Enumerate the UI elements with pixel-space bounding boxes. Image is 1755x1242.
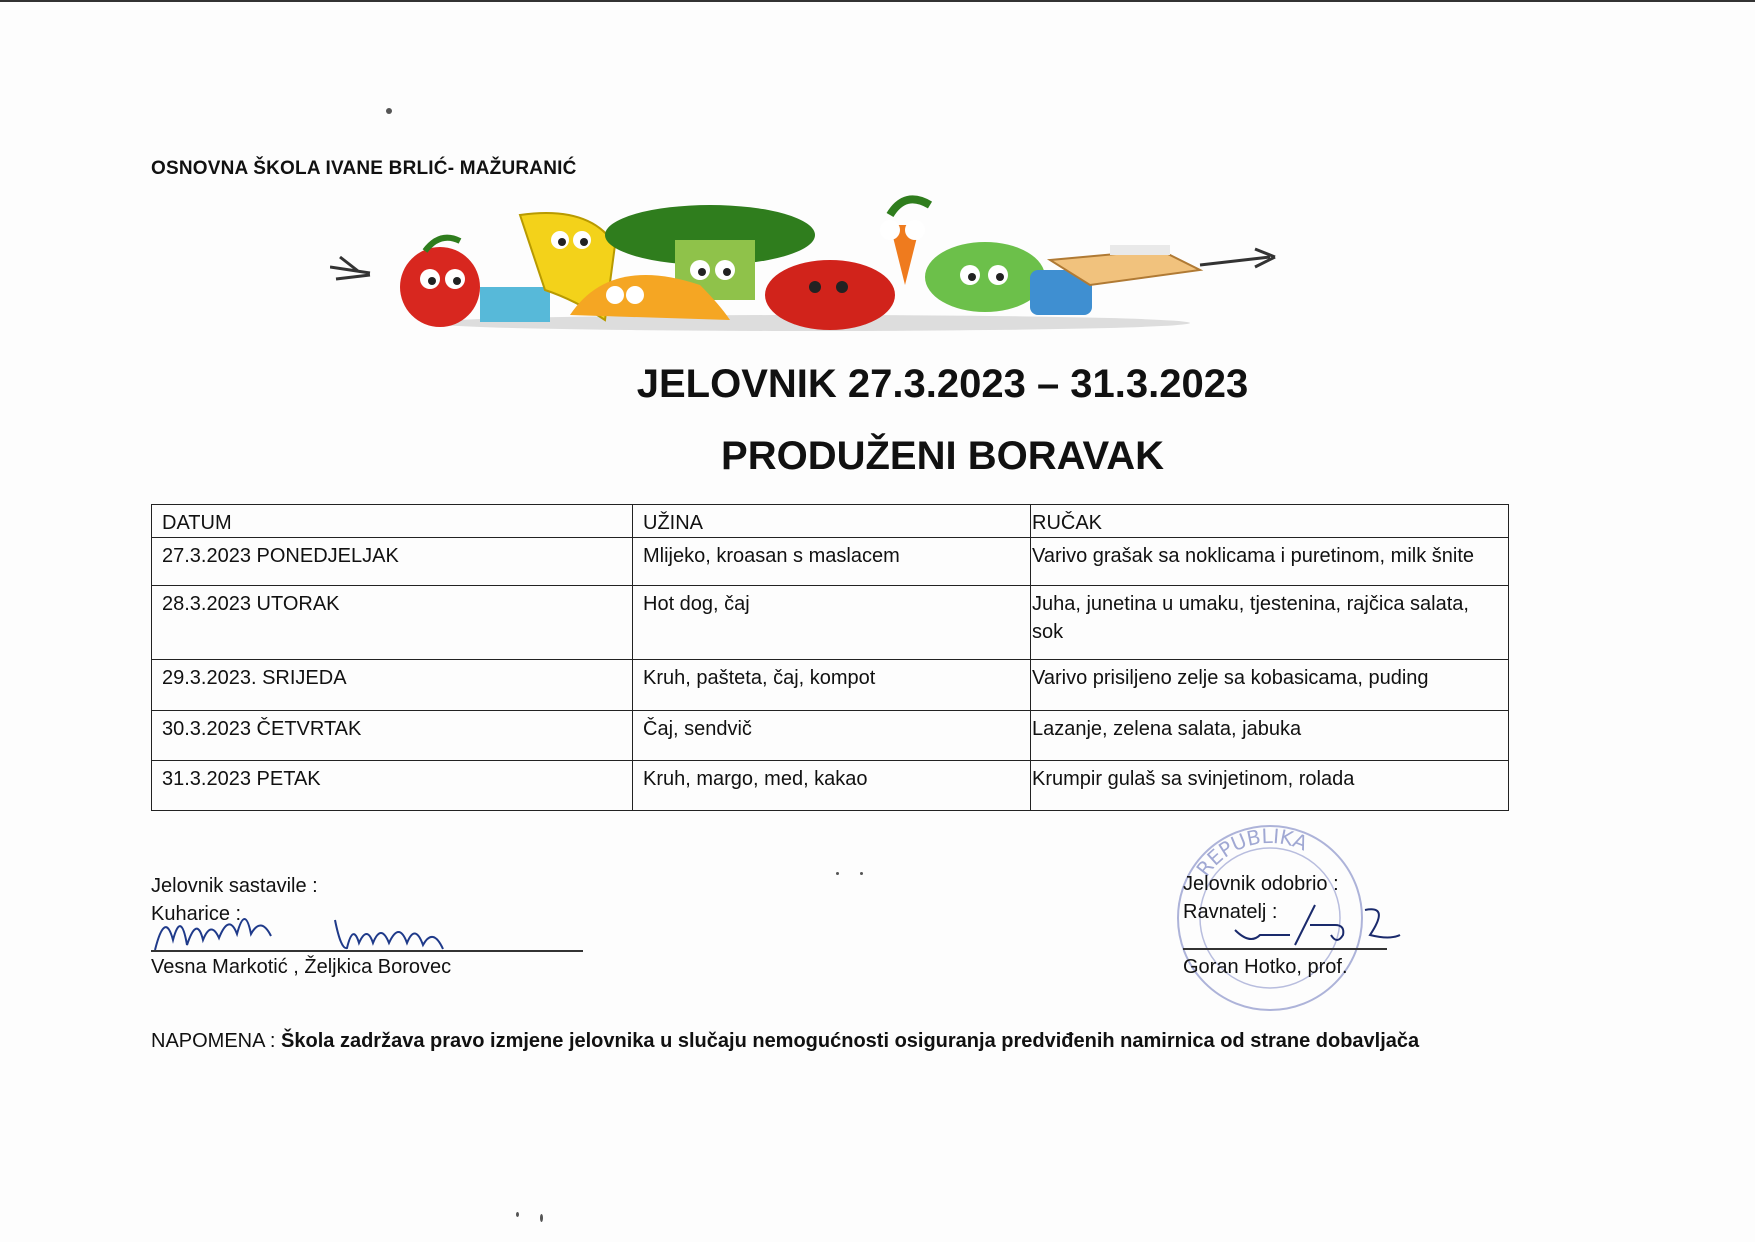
table-header-row xyxy=(152,505,1509,538)
cell-lunch: Varivo prisiljeno zelje sa kobasicama, puding xyxy=(1031,660,1509,711)
principal-label: Ravnatelj : xyxy=(1183,901,1278,923)
cartoon-fruits-vegetables-illustration-icon xyxy=(330,195,1300,335)
approved-by-label: Jelovnik odobrio : xyxy=(1183,873,1339,895)
cell-snack: Kruh, pašteta, čaj, kompot xyxy=(633,660,1031,711)
cell-date: 31.3.2023 PETAK xyxy=(152,761,633,811)
cooks-signature-line xyxy=(151,950,583,952)
note xyxy=(151,1030,1419,1053)
menu-title: JELOVNIK 27.3.2023 – 31.3.2023 xyxy=(636,362,1249,406)
scan-speck xyxy=(516,1212,519,1217)
table-row xyxy=(152,660,1509,711)
scan-speck xyxy=(540,1214,543,1222)
column-header-snack: UŽINA xyxy=(633,505,1031,538)
principal-handwritten-signature-icon xyxy=(1225,895,1435,950)
cell-date: 27.3.2023 PONEDJELJAK xyxy=(152,538,633,586)
scan-top-edge xyxy=(0,0,1755,2)
school-name: OSNOVNA ŠKOLA IVANE BRLIĆ- MAŽURANIĆ xyxy=(151,158,577,179)
column-header-lunch: RUČAK xyxy=(1031,505,1509,538)
table-row xyxy=(152,586,1509,660)
table-row xyxy=(152,761,1509,811)
scan-speck xyxy=(836,872,839,875)
principal-name: Goran Hotko, prof. xyxy=(1183,956,1348,978)
cell-date: 30.3.2023 ČETVRTAK xyxy=(152,711,633,761)
note-label: NAPOMENA : xyxy=(151,1030,276,1052)
menu-subtitle: PRODUŽENI BORAVAK xyxy=(721,434,1164,478)
table-row xyxy=(152,538,1509,586)
cooks-handwritten-signature-icon xyxy=(150,900,480,956)
cell-lunch: Lazanje, zelena salata, jabuka xyxy=(1031,711,1509,761)
scan-speck xyxy=(386,108,392,114)
table-row xyxy=(152,711,1509,761)
cooks-label: Kuharice : xyxy=(151,903,242,925)
cell-date: 28.3.2023 UTORAK xyxy=(152,586,633,660)
cell-date: 29.3.2023. SRIJEDA xyxy=(152,660,633,711)
principal-signature-line xyxy=(1183,948,1387,950)
scan-speck xyxy=(860,872,863,875)
composed-by-label: Jelovnik sastavile : xyxy=(151,875,318,897)
cell-snack: Kruh, margo, med, kakao xyxy=(633,761,1031,811)
cell-lunch: Varivo grašak sa noklicama i puretinom, milk šnite xyxy=(1031,538,1509,586)
cell-lunch: Krumpir gulaš sa svinjetinom, rolada xyxy=(1031,761,1509,811)
cell-lunch: Juha, junetina u umaku, tjestenina, rajčica salata, sok xyxy=(1031,586,1509,660)
column-header-date: DATUM xyxy=(152,505,633,538)
cell-snack: Čaj, sendvič xyxy=(633,711,1031,761)
cooks-names: Vesna Markotić , Željkica Borovec xyxy=(151,956,452,978)
note-text: Škola zadržava pravo izmjene jelovnika u slučaju nemogućnosti osiguranja predviđenih namirnica od strane dobavljača xyxy=(281,1030,1420,1052)
stamp-text: REPUBLIKA xyxy=(1191,823,1312,881)
cell-snack: Hot dog, čaj xyxy=(633,586,1031,660)
cell-snack: Mlijeko, kroasan s maslacem xyxy=(633,538,1031,586)
menu-table xyxy=(151,504,1509,811)
